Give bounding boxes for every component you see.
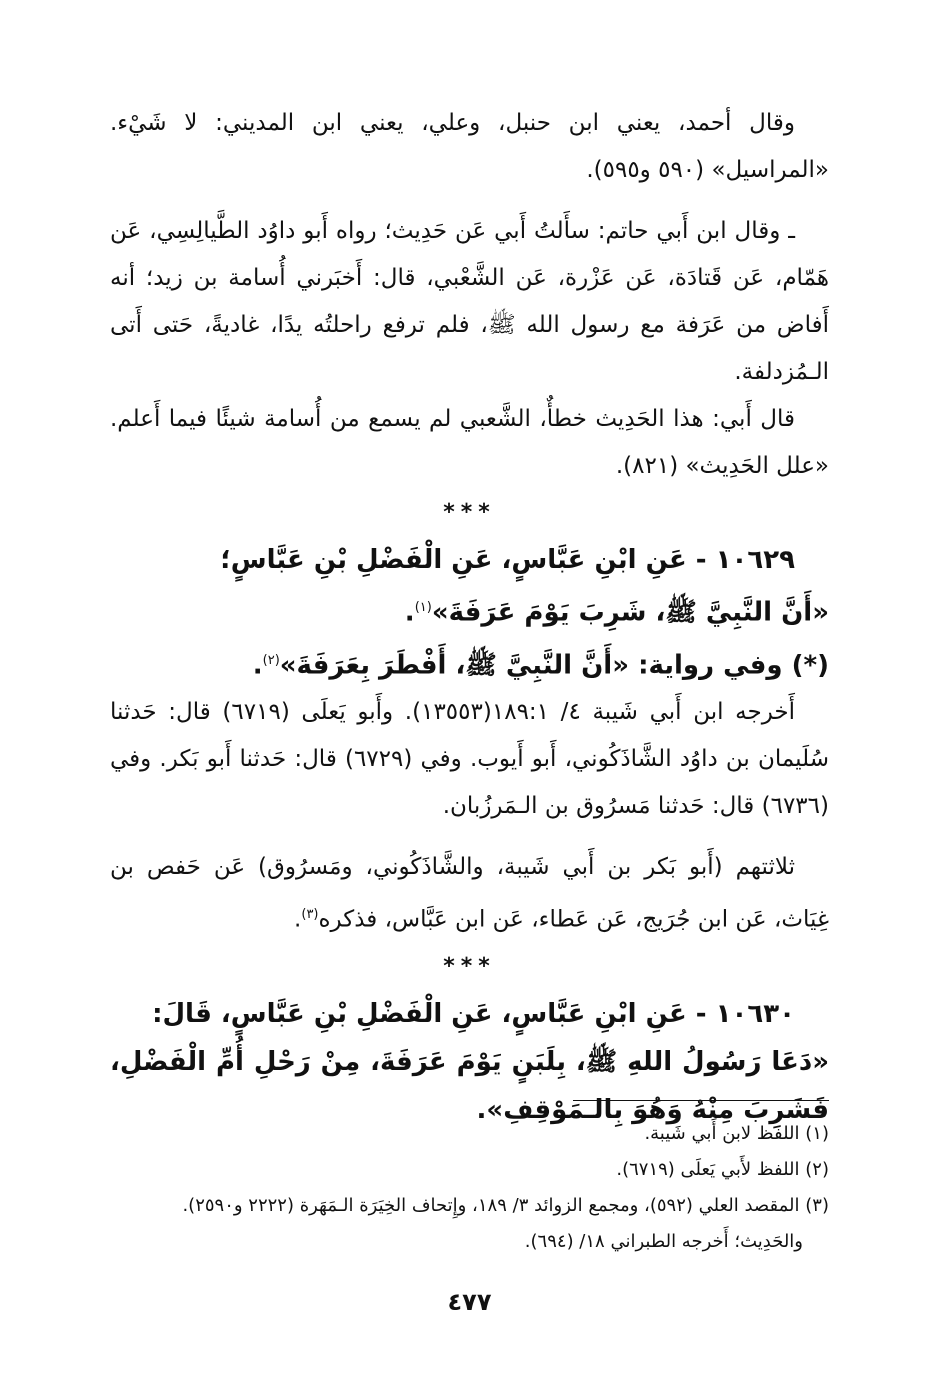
page-number: ٤٧٧ xyxy=(447,1288,492,1316)
footnote-1: (١) اللفظ لابن أَبي شَيبة. xyxy=(644,1123,829,1144)
variant-lead: (*) وفي رواية: xyxy=(629,650,829,681)
paragraph-ilal-answer: قال أَبي: هذا الحَدِيث خطأٌ، الشَّعبي لم يسمع من أُسامة شيئًا فيما أَعلم. «علل الحَدِيث» (٨٢١). xyxy=(110,406,829,479)
footnote-ref-2: (٢) xyxy=(262,652,280,668)
hadith-10630-heading: ١٠٦٣٠ - عَنِ ابْنِ عَبَّاسٍ، عَنِ الْفَضْلِ بْنِ عَبَّاسٍ، قَالَ: xyxy=(152,998,795,1029)
hadith-10629-heading: ١٠٦٢٩ - عَنِ ابْنِ عَبَّاسٍ، عَنِ الْفَضْلِ بْنِ عَبَّاسٍ؛ xyxy=(220,545,795,575)
footnote-divider xyxy=(573,1100,829,1101)
variant-text: «أَنَّ النَّبِيَّ ﷺ، أَفْطَرَ بِعَرَفَةَ» xyxy=(279,650,630,681)
section-separator: *** xyxy=(443,953,496,979)
section-separator: *** xyxy=(443,500,496,525)
footnote-2: (٢) اللفظ لأَبي يَعلَى (٦٧١٩). xyxy=(616,1159,829,1180)
hadith-10629-text: «أَنَّ النَّبِيَّ ﷺ، شَرِبَ يَوْمَ عَرَفَةَ» xyxy=(431,597,829,628)
footnote-3: (٣) المقصد العلي (٥٩٢)، ومجمع الزوائد ٣/ ١٨٩، وإِتحاف الخِيَرَة الـمَهَرة (٢٢٢٢ و٢٥٩٠). xyxy=(182,1195,829,1216)
chain-period: . xyxy=(294,906,302,933)
hadith-10629-matn xyxy=(110,584,829,637)
variant-period: . xyxy=(252,650,263,681)
footnote-3-continuation: والحَدِيث؛ أَخرجه الطبراني ١٨/ (٦٩٤). xyxy=(524,1231,803,1252)
paragraph-ilal-question: ـ وقال ابن أَبي حاتم: سأَلتُ أَبي عَن حَدِيث؛ رواه أَبو داوُد الطَّيالِسِي، عَن هَمّام، عَن قَتادَة، عَن عَزْرة، عَن الشَّعْبي، قال: أَخبَرني أُسامة بن زيد؛ أنه أَفاض من عَرَفة مع رسول الله ﷺ، فلم ترفع راحلتُه يدًا، غاديةً، حَتى أَتى الـمُزدلفة. xyxy=(110,218,829,385)
hadith-10629-period: . xyxy=(404,597,415,628)
footnote-ref-1: (١) xyxy=(414,600,432,615)
footnotes xyxy=(110,1116,829,1260)
paragraph-masail: وقال أحمد، يعني ابن حنبل، وعلي، يعني ابن المديني: لا شَيْء. «المراسيل» (٥٩٠ و٥٩٥). xyxy=(110,110,829,183)
hadith-10630-matn: «دَعَا رَسُولُ اللهِ ﷺ، بِلَبَنٍ يَوْمَ عَرَفَةَ، مِنْ رَحْلِ أُمِّ الْفَضْلِ، فَشَرِبَ مِنْهُ وَهُوَ بِالـمَوْقِفِ». xyxy=(110,1046,829,1125)
paragraph-takhrij: أَخرجه ابن أَبي شَيبة ٤/ ١٨٩:١(١٣٥٥٣). وأَبو يَعلَى (٦٧١٩) قال: حَدثنا سُلَيمان بن داوُد الشَّاذَكُوني، أَبو أَيوب. وفي (٦٧٢٩) قال: حَدثنا أَبو بَكر. وفي (٦٧٣٦) قال: حَدثنا مَسرُوق بن الـمَرزُبان. xyxy=(110,699,829,820)
chain-text: ثلاثتهم (أَبو بَكر بن أَبي شَيبة، والشَّاذَكُوني، ومَسرُوق) عَن حَفص بن غِيَاث، عَن ابن جُرَيج، عَن عَطاء، عَن ابن عَبَّاس، فذكره xyxy=(110,854,829,933)
hadith-10629-variant xyxy=(110,637,829,690)
footnote-ref-3: (٣) xyxy=(301,907,319,923)
paragraph-chain xyxy=(110,844,829,944)
